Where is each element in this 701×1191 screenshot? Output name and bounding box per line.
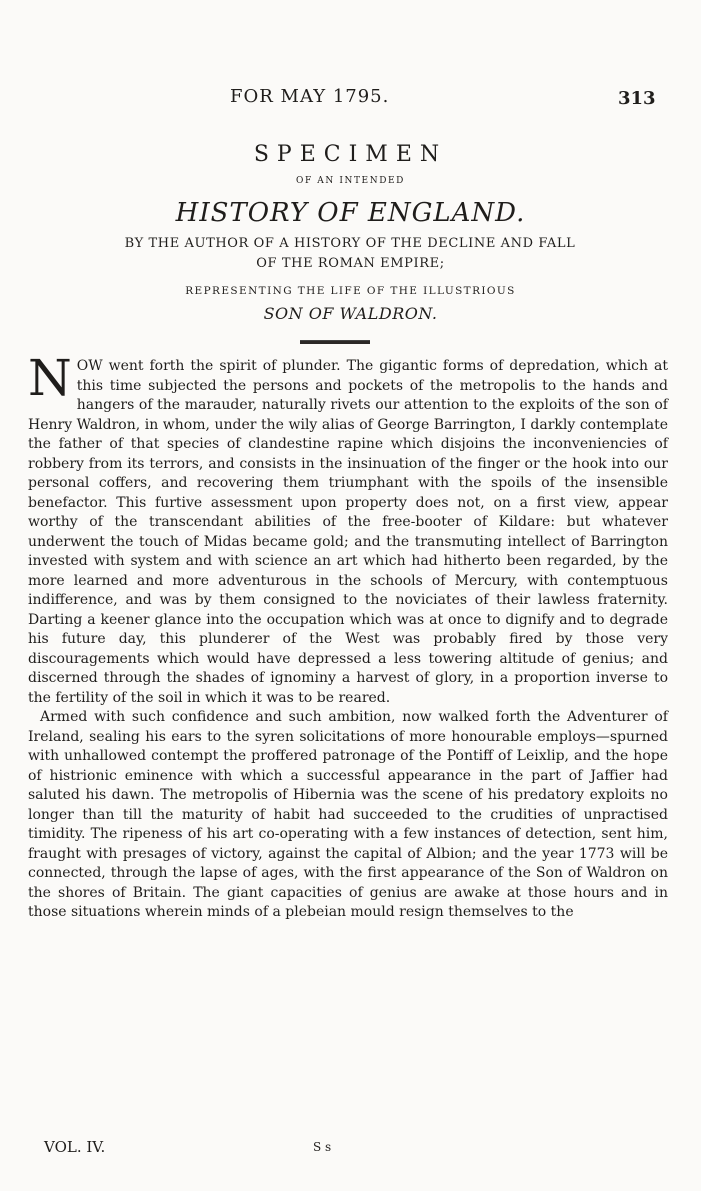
body-text [28, 349, 668, 923]
byline-line-2: OF THE ROMAN EMPIRE; [256, 256, 445, 271]
son-of-waldron-title: SON OF WALDRON. [263, 304, 438, 323]
paragraph-2: Armed with such confidence and such ambition, now walked forth the Adventurer of Ireland, sealing his ears to the syren solicitations of more honourable employs—spurned with unhallowed contempt the proffered patronage of the Pontiff of Leixlip, and the hope of histrionic eminence with which a successful appearance in the part of Jaffier had saluted his dawn. The metropolis of Hibernia was the scene of his predatory exploits no longer than till the maturity of habit had succeeded to the crudities of unpractised timidity. The ripeness of his art co-operating with a few instances of detection, sent him, fraught with presages of victory, against the capital of Albion; and the year 1773 will be connected, through the lapse of ages, with the first appearance of the Son of Waldron on the shores of Britain. The giant capacities of genius are awake at those hours and in those situations wherein minds of a plebeian mould resign themselves to the [28, 709, 668, 920]
specimen-heading: SPECIMEN [253, 142, 448, 167]
page-number: 313 [618, 88, 656, 109]
representing-line: REPRESENTING THE LIFE OF THE ILLUSTRIOUS [185, 285, 516, 297]
section-rule [300, 340, 370, 344]
signature-mark: S s [313, 1140, 332, 1154]
page-footer [0, 1138, 701, 1162]
paragraph-1-text: OW went forth the spirit of plunder. The gigantic forms of depredation, which at this time subjected the persons and pockets of the metropolis to the hands and hangers of the marauder, naturally rivets our attention to the exploits of the son of Henry Waldron, in whom, under the wily alias of George Barrington, I darkly contemplate the father of that species of clandestine rapine which disjoins the inconveniencies of robbery from its terrors, and consists in the insinuation of the finger or the hook into our personal coffers, and recovering them triumphant with the spoils of the insensible benefactor. This furtive assessment upon property does not, on a first view, appear worthy of the transcendant abilities of the free-booter of Kildare: but whatever underwent the touch of Midas became gold; and the transmuting intellect of Barrington invested with system and with science an art which had hitherto been regarded, by the more learned and more adventurous in the schools of Mercury, with contemptuous indifference, and was by them consigned to the noviciates of their lawless fraternity. Darting a keener glance into the occupation which was at once to dignify and to degrade his future day, this plunderer of the West was probably fired by those very discouragements which would have depressed a less towering altitude of genius; and discerned through the shades of ignominy a harvest of glory, in a proportion inverse to the fertility of the soil in which it was to be reared. [28, 358, 668, 706]
history-title: HISTORY OF ENGLAND. [175, 198, 526, 228]
volume-label: VOL. IV. [44, 1138, 106, 1156]
running-title: FOR MAY 1795. [230, 86, 390, 107]
of-intended-line: OF AN INTENDED [296, 176, 405, 186]
byline-line-1: BY THE AUTHOR OF A HISTORY OF THE DECLINE AND FALL [124, 236, 576, 251]
drop-cap: N [28, 349, 72, 407]
running-head [0, 86, 701, 112]
paragraph-1 [28, 349, 668, 708]
